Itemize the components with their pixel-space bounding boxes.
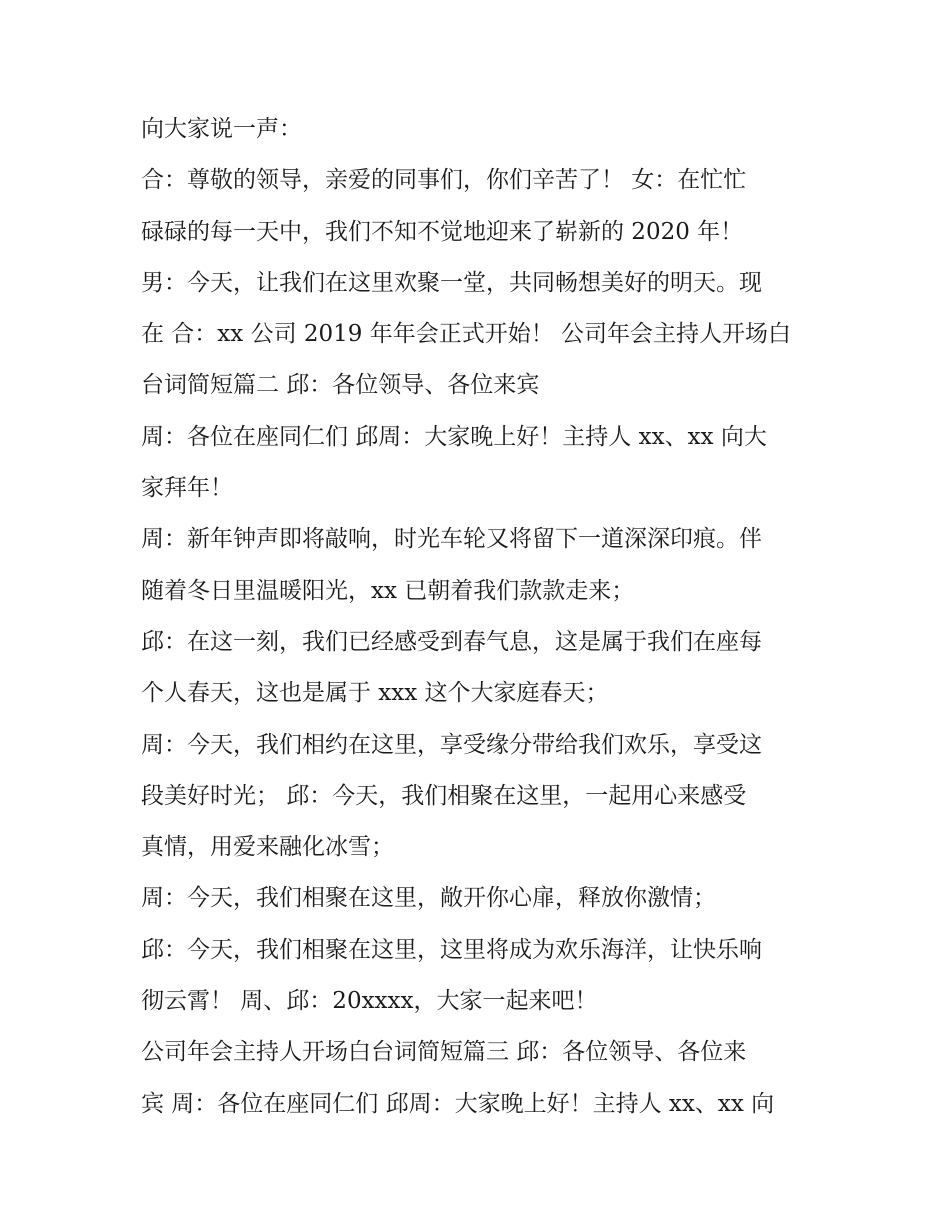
text-line: 台词简短篇二 邱：各位领导、各位来宾 xyxy=(141,372,540,399)
text-line: 在 合：xx 公司 2019 年年会正式开始！ 公司年会主持人开场白 xyxy=(141,321,792,348)
text-line: 碌碌的每一天中，我们不知不觉地迎来了崭新的 2020 年！ xyxy=(141,218,744,245)
text-line: 个人春天，这也是属于 xxx 这个大家庭春天； xyxy=(141,680,609,707)
text-line: 合：尊敬的领导，亲爱的同事们，你们辛苦了！ 女：在忙忙 xyxy=(141,167,747,194)
document-body xyxy=(141,104,821,1130)
text-line: 周：今天，我们相聚在这里，敞开你心扉，释放你激情； xyxy=(141,885,716,912)
text-line: 邱：今天，我们相聚在这里，这里将成为欢乐海洋，让快乐响 xyxy=(141,936,762,963)
text-line: 向大家说一声： xyxy=(141,116,302,142)
text-line: 宾 周：各位在座同仁们 邱周：大家晚上好！主持人 xx、xx 向 xyxy=(141,1090,775,1117)
text-line: 家拜年！ xyxy=(141,475,233,502)
text-line: 彻云霄！ 周、邱：20xxxx，大家一起来吧！ xyxy=(141,988,598,1015)
text-line: 周：各位在座同仁们 邱周：大家晚上好！主持人 xx、xx 向大 xyxy=(141,423,767,450)
text-line: 周：今天，我们相约在这里，享受缘分带给我们欢乐，享受这 xyxy=(141,731,762,758)
text-line: 随着冬日里温暖阳光，xx 已朝着我们款款走来； xyxy=(141,577,635,604)
text-line: 男：今天，让我们在这里欢聚一堂，共同畅想美好的明天。现 xyxy=(141,269,762,296)
text-line: 周：新年钟声即将敲响，时光车轮又将留下一道深深印痕。伴 xyxy=(141,526,762,553)
text-line: 段美好时光； 邱：今天，我们相聚在这里，一起用心来感受 xyxy=(141,782,747,809)
text-line: 真情，用爱来融化冰雪； xyxy=(141,834,394,861)
text-line: 邱：在这一刻，我们已经感受到春气息，这是属于我们在座每 xyxy=(141,628,762,655)
text-line: 公司年会主持人开场白台词简短篇三 邱：各位领导、各位来 xyxy=(141,1039,747,1066)
